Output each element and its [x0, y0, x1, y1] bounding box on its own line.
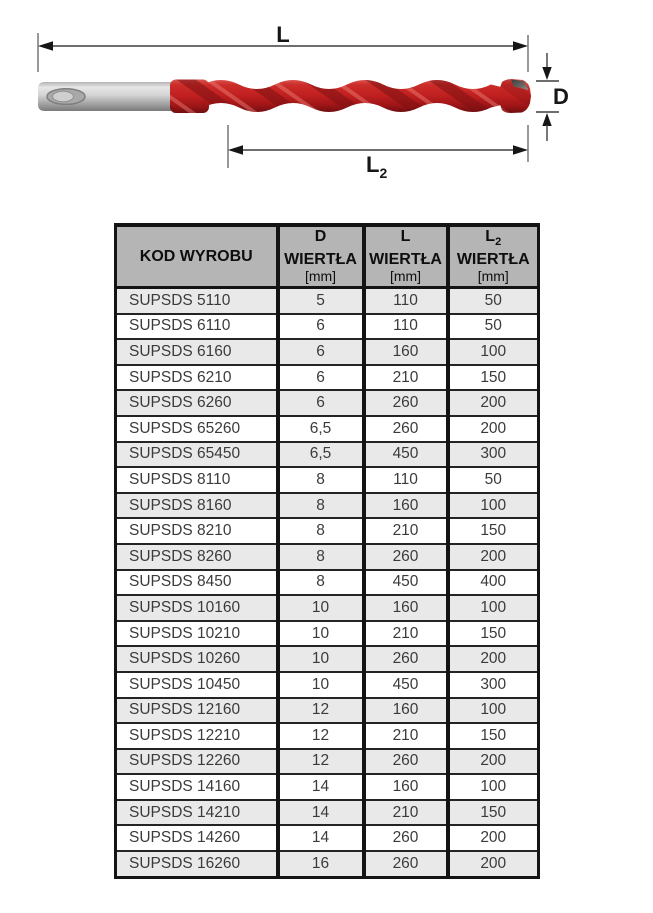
table-row — [116, 646, 539, 672]
cell-d-mm: 10 — [278, 621, 364, 647]
cell-d-mm: 8 — [278, 467, 364, 493]
cell-d-mm: 6 — [278, 390, 364, 416]
cell-product-code: SUPSDS 6110 — [116, 314, 278, 340]
cell-l2-mm: 200 — [448, 851, 539, 877]
table-row — [116, 416, 539, 442]
cell-product-code: SUPSDS 14210 — [116, 800, 278, 826]
cell-product-code: SUPSDS 10450 — [116, 672, 278, 698]
cell-l-mm: 260 — [364, 646, 448, 672]
table-row — [116, 800, 539, 826]
cell-product-code: SUPSDS 8450 — [116, 570, 278, 596]
table-row — [116, 339, 539, 365]
cell-l2-mm: 100 — [448, 493, 539, 519]
dimension-diagram — [0, 0, 653, 215]
cell-l2-mm: 300 — [448, 442, 539, 468]
cell-l2-mm: 200 — [448, 390, 539, 416]
table-row — [116, 314, 539, 340]
cell-product-code: SUPSDS 8210 — [116, 518, 278, 544]
table-row — [116, 774, 539, 800]
cell-l2-mm: 200 — [448, 825, 539, 851]
table-row — [116, 442, 539, 468]
cell-d-mm: 8 — [278, 493, 364, 519]
cell-l-mm: 210 — [364, 621, 448, 647]
cell-product-code: SUPSDS 6160 — [116, 339, 278, 365]
cell-l2-mm: 150 — [448, 365, 539, 391]
arrow-right-icon — [513, 41, 528, 51]
cell-l2-mm: 150 — [448, 723, 539, 749]
cell-product-code: SUPSDS 65260 — [116, 416, 278, 442]
cell-l-mm: 110 — [364, 288, 448, 314]
cell-product-code: SUPSDS 12260 — [116, 749, 278, 775]
header-l: L WIERTŁA [mm] — [364, 225, 448, 288]
cell-l2-mm: 100 — [448, 698, 539, 724]
cell-product-code: SUPSDS 10210 — [116, 621, 278, 647]
cell-d-mm: 12 — [278, 749, 364, 775]
cell-product-code: SUPSDS 6210 — [116, 365, 278, 391]
cell-product-code: SUPSDS 12210 — [116, 723, 278, 749]
cell-d-mm: 6 — [278, 365, 364, 391]
cell-l-mm: 160 — [364, 595, 448, 621]
cell-l-mm: 260 — [364, 544, 448, 570]
cell-l-mm: 160 — [364, 339, 448, 365]
cell-product-code: SUPSDS 8160 — [116, 493, 278, 519]
cell-l2-mm: 50 — [448, 288, 539, 314]
product-table — [114, 223, 540, 879]
table-row — [116, 544, 539, 570]
cell-l-mm: 160 — [364, 698, 448, 724]
cell-product-code: SUPSDS 10160 — [116, 595, 278, 621]
cell-l-mm: 110 — [364, 314, 448, 340]
cell-l-mm: 260 — [364, 749, 448, 775]
cell-product-code: SUPSDS 6260 — [116, 390, 278, 416]
table-row — [116, 595, 539, 621]
cell-l-mm: 260 — [364, 825, 448, 851]
table-row — [116, 851, 539, 877]
dimension-l2 — [228, 125, 528, 181]
cell-l-mm: 160 — [364, 774, 448, 800]
cell-l2-mm: 200 — [448, 646, 539, 672]
cell-l-mm: 210 — [364, 365, 448, 391]
table-row — [116, 621, 539, 647]
cell-l-mm: 210 — [364, 723, 448, 749]
header-l2: $L_2$ WIERTŁA [mm] — [448, 225, 539, 288]
cell-l2-mm: 200 — [448, 749, 539, 775]
dimension-l — [38, 22, 528, 72]
cell-l2-mm: 200 — [448, 416, 539, 442]
cell-l-mm: 110 — [364, 467, 448, 493]
cell-l2-mm: 50 — [448, 314, 539, 340]
cell-d-mm: 14 — [278, 800, 364, 826]
cell-product-code: SUPSDS 8260 — [116, 544, 278, 570]
arrow-left-icon — [228, 145, 243, 155]
table-row — [116, 518, 539, 544]
cell-l2-mm: 400 — [448, 570, 539, 596]
table-row — [116, 749, 539, 775]
arrow-right-icon — [513, 145, 528, 155]
cell-l-mm: 450 — [364, 570, 448, 596]
drill-flutes — [203, 80, 501, 112]
dimension-d — [536, 53, 569, 141]
table-row — [116, 365, 539, 391]
cell-product-code: SUPSDS 14260 — [116, 825, 278, 851]
cell-l-mm: 210 — [364, 518, 448, 544]
header-product-code: KOD WYROBU — [116, 225, 278, 288]
cell-l-mm: 450 — [364, 442, 448, 468]
cell-d-mm: 6 — [278, 339, 364, 365]
cell-l2-mm: 100 — [448, 595, 539, 621]
table-row — [116, 467, 539, 493]
table-row — [116, 723, 539, 749]
cell-d-mm: 6,5 — [278, 416, 364, 442]
table-row — [116, 390, 539, 416]
cell-d-mm: 8 — [278, 518, 364, 544]
cell-product-code: SUPSDS 8110 — [116, 467, 278, 493]
cell-l2-mm: 150 — [448, 800, 539, 826]
cell-l-mm: 450 — [364, 672, 448, 698]
table-header-row — [116, 225, 539, 288]
cell-d-mm: 8 — [278, 544, 364, 570]
dim-l2-label: $L_2$ — [366, 152, 388, 181]
dim-l-label: L — [276, 22, 290, 47]
cell-d-mm: 8 — [278, 570, 364, 596]
cell-l2-mm: 150 — [448, 518, 539, 544]
cell-d-mm: 6 — [278, 314, 364, 340]
header-d: D WIERTŁA [mm] — [278, 225, 364, 288]
drill-bit-illustration — [38, 79, 531, 113]
cell-l2-mm: 100 — [448, 774, 539, 800]
cell-l2-mm: 50 — [448, 467, 539, 493]
cell-d-mm: 10 — [278, 646, 364, 672]
cell-product-code: SUPSDS 16260 — [116, 851, 278, 877]
cell-product-code: SUPSDS 65450 — [116, 442, 278, 468]
cell-l2-mm: 100 — [448, 339, 539, 365]
cell-product-code: SUPSDS 14160 — [116, 774, 278, 800]
arrow-down-icon — [542, 67, 551, 80]
cell-d-mm: 10 — [278, 672, 364, 698]
cell-d-mm: 12 — [278, 723, 364, 749]
cell-l2-mm: 300 — [448, 672, 539, 698]
table-row — [116, 825, 539, 851]
table-row — [116, 570, 539, 596]
arrow-left-icon — [38, 41, 53, 51]
cell-d-mm: 5 — [278, 288, 364, 314]
cell-d-mm: 16 — [278, 851, 364, 877]
table-row — [116, 493, 539, 519]
cell-l-mm: 260 — [364, 390, 448, 416]
cell-l2-mm: 200 — [448, 544, 539, 570]
cell-product-code: SUPSDS 10260 — [116, 646, 278, 672]
cell-d-mm: 14 — [278, 825, 364, 851]
cell-d-mm: 10 — [278, 595, 364, 621]
dim-d-label: D — [553, 84, 569, 109]
cell-product-code: SUPSDS 12160 — [116, 698, 278, 724]
table-row — [116, 288, 539, 314]
cell-d-mm: 6,5 — [278, 442, 364, 468]
cell-l-mm: 210 — [364, 800, 448, 826]
cell-d-mm: 14 — [278, 774, 364, 800]
cell-l-mm: 160 — [364, 493, 448, 519]
cell-l-mm: 260 — [364, 416, 448, 442]
arrow-up-icon — [542, 113, 551, 126]
cell-l2-mm: 150 — [448, 621, 539, 647]
table-row — [116, 672, 539, 698]
cell-product-code: SUPSDS 5110 — [129, 291, 231, 309]
cell-d-mm: 12 — [278, 698, 364, 724]
table-row — [116, 698, 539, 724]
cell-l-mm: 260 — [364, 851, 448, 877]
